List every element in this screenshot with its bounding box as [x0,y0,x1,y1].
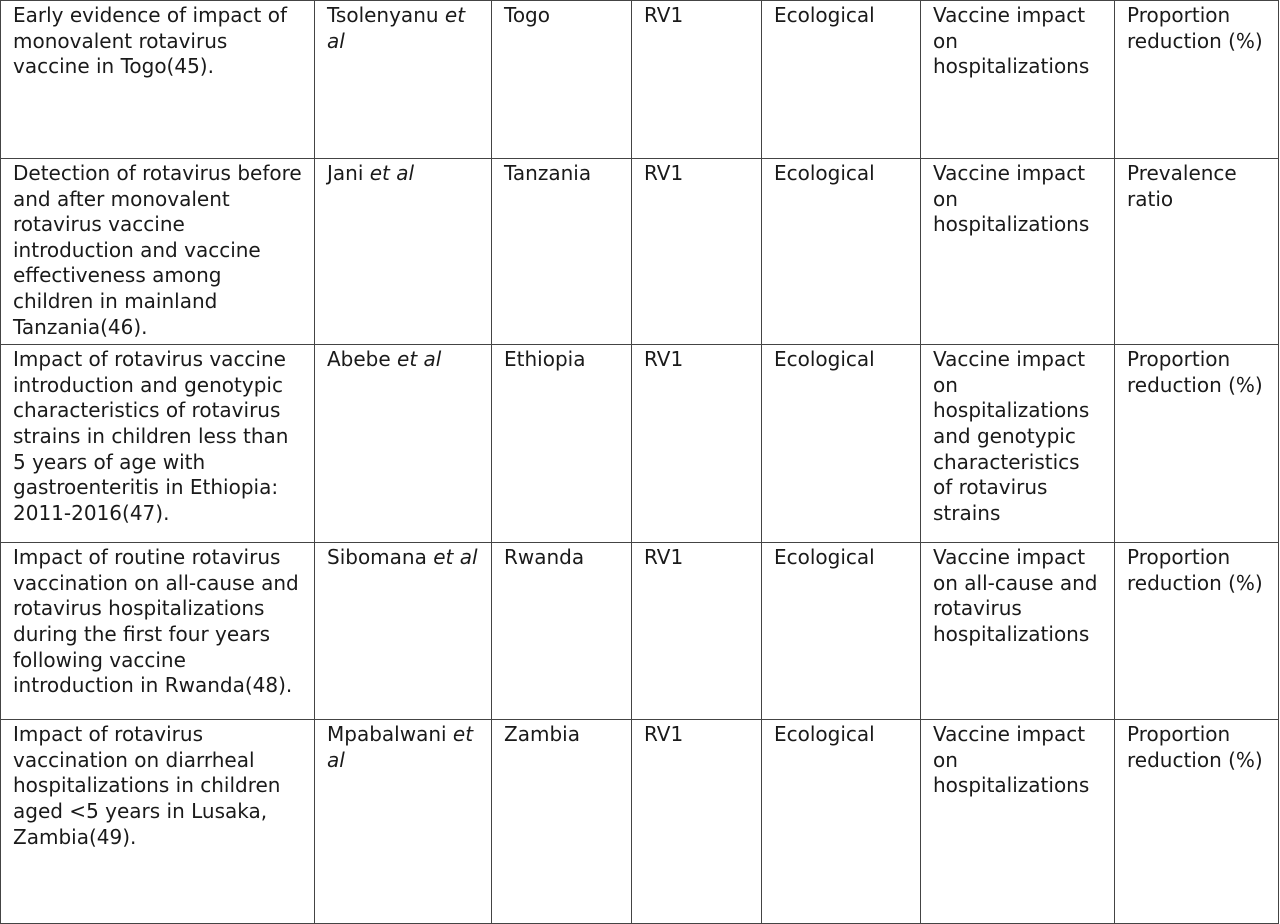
author-et-al: et al [397,347,442,372]
study-author [315,345,492,543]
study-country: Rwanda [492,543,632,720]
author-name: Jani [327,161,364,185]
study-vaccine: RV1 [632,345,762,543]
study-vaccine: RV1 [632,720,762,924]
study-title: Early evidence of impact of monovalent rotavirus vaccine in Togo(45). [1,1,315,159]
table-row [1,1,1279,159]
study-outcome: Vaccine impact on all-cause and rotavirus hospitalizations [921,543,1115,720]
table-row [1,159,1279,345]
study-country: Togo [492,1,632,159]
study-title: Detection of rotavirus before and after monovalent rotavirus vaccine introduction and vaccine effectiveness among children in mainland Tanzania(46). [1,159,315,345]
table-row [1,543,1279,720]
study-author [315,543,492,720]
author-et-al: et al [369,161,415,185]
author-et-al: et al [327,3,466,53]
author-name: Tsolenyanu [327,3,439,27]
study-measure: Proportion reduction (%) [1115,720,1279,924]
study-vaccine: RV1 [632,1,762,159]
study-design: Ecological [762,159,921,345]
study-vaccine: RV1 [632,543,762,720]
author-et-al: et al [433,545,478,570]
study-outcome: Vaccine impact on hospitalizations [921,720,1115,924]
study-outcome: Vaccine impact on hospitalizations [921,1,1115,159]
study-author [315,1,492,159]
study-design: Ecological [762,1,921,159]
study-measure: Prevalence ratio [1115,159,1279,345]
study-country: Ethiopia [492,345,632,543]
study-measure: Proportion reduction (%) [1115,1,1279,159]
author-name: Sibomana [327,545,427,570]
study-outcome: Vaccine impact on hospitalizations [921,159,1115,345]
study-design: Ecological [762,345,921,543]
study-author [315,720,492,924]
author-name: Mpabalwani [327,722,447,747]
study-design: Ecological [762,543,921,720]
table-row [1,345,1279,543]
study-title: Impact of rotavirus vaccination on diarrheal hospitalizations in children aged <5 years in Lusaka, Zambia(49). [1,720,315,924]
study-country: Tanzania [492,159,632,345]
study-country: Zambia [492,720,632,924]
study-measure: Proportion reduction (%) [1115,543,1279,720]
table-row [1,720,1279,924]
study-vaccine: RV1 [632,159,762,345]
study-measure: Proportion reduction (%) [1115,345,1279,543]
author-name: Abebe [327,347,391,372]
study-title: Impact of rotavirus vaccine introduction and genotypic characteristics of rotavirus strains in children less than 5 years of age with gastroenteritis in Ethiopia: 2011-2016(47). [1,345,315,543]
study-title: Impact of routine rotavirus vaccination on all-cause and rotavirus hospitalizations during the first four years following vaccine introduction in Rwanda(48). [1,543,315,720]
study-author [315,159,492,345]
study-design: Ecological [762,720,921,924]
author-et-al: et al [327,722,474,772]
study-outcome: Vaccine impact on hospitalizations and genotypic characteristics of rotavirus strains [921,345,1115,543]
